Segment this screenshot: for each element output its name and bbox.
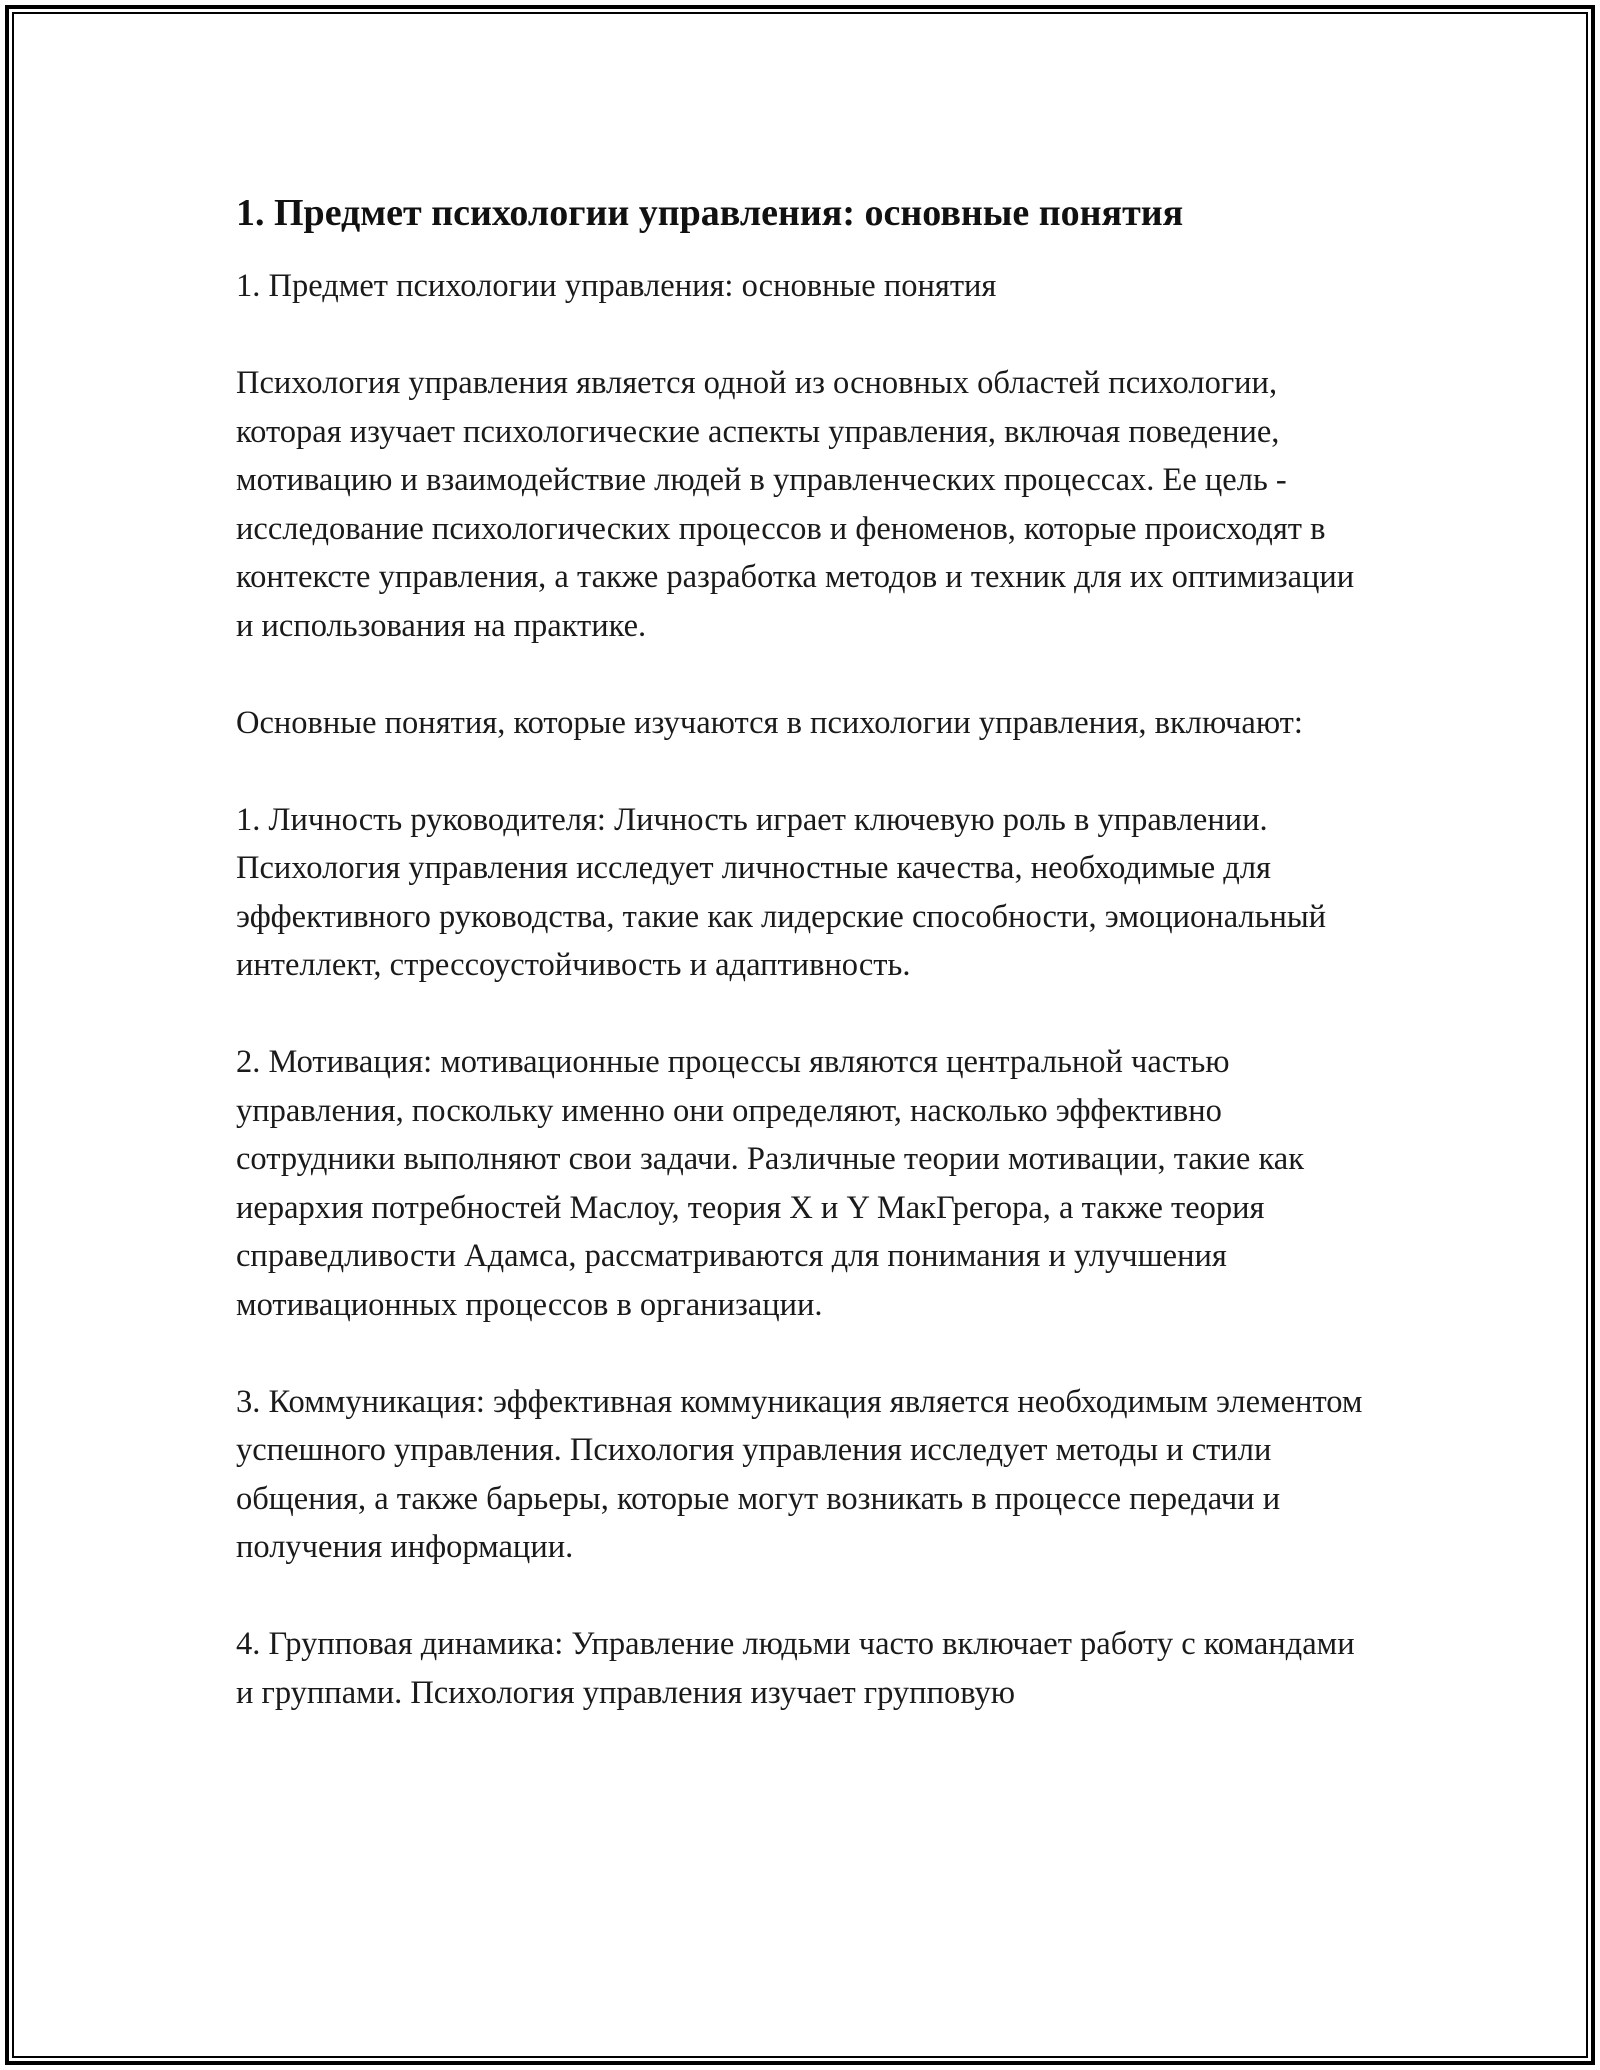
list-item-communication: 3. Коммуникация: эффективная коммуникация является необходимым элементом успешного управления. Психология управления исследует методы и стили общения, а также барьеры, которые могут возникать в процессе передачи и получения информации. <box>236 1383 1363 1565</box>
document-subtitle: 1. Предмет психологии управления: основные понятия <box>236 268 997 304</box>
intro-paragraph: Психология управления является одной из основных областей психологии, которая изучает психологические аспекты управления, включая поведение, мотивацию и взаимодействие людей в управленческих процессах. Ее цель - исследование психологических процессов и феноменов, которые происходят в контексте управления, а также разработка методов и техник для их оптимизации и использования на практике. <box>236 365 1355 644</box>
concepts-intro-paragraph: Основные понятия, которые изучаются в психологии управления, включают: <box>236 704 1303 741</box>
list-item-leader-personality: 1. Личность руководителя: Личность играет ключевую роль в управлении. Психология управления исследует личностные качества, необходимые для эффективного руководства, такие как лидерские способности, эмоциональный интеллект, стрессоустойчивость и адаптивность. <box>236 801 1327 983</box>
document-title: 1. Предмет психологии управления: основные понятия <box>236 192 1184 234</box>
list-item-motivation: 2. Мотивация: мотивационные процессы являются центральной частью управления, поскольку именно они определяют, насколько эффективно сотрудники выполняют свои задачи. Различные теории мотивации, такие как иерархия потребностей Маслоу, теория X и Y МакГрегора, а также теория справедливости Адамса, рассматриваются для понимания и улучшения мотивационных процессов в организации. <box>236 1044 1304 1323</box>
document-body <box>236 186 1366 1717</box>
list-item-group-dynamics: 4. Групповая динамика: Управление людьми часто включает работу с командами и группами. Психология управления изучает групповую <box>236 1626 1355 1711</box>
